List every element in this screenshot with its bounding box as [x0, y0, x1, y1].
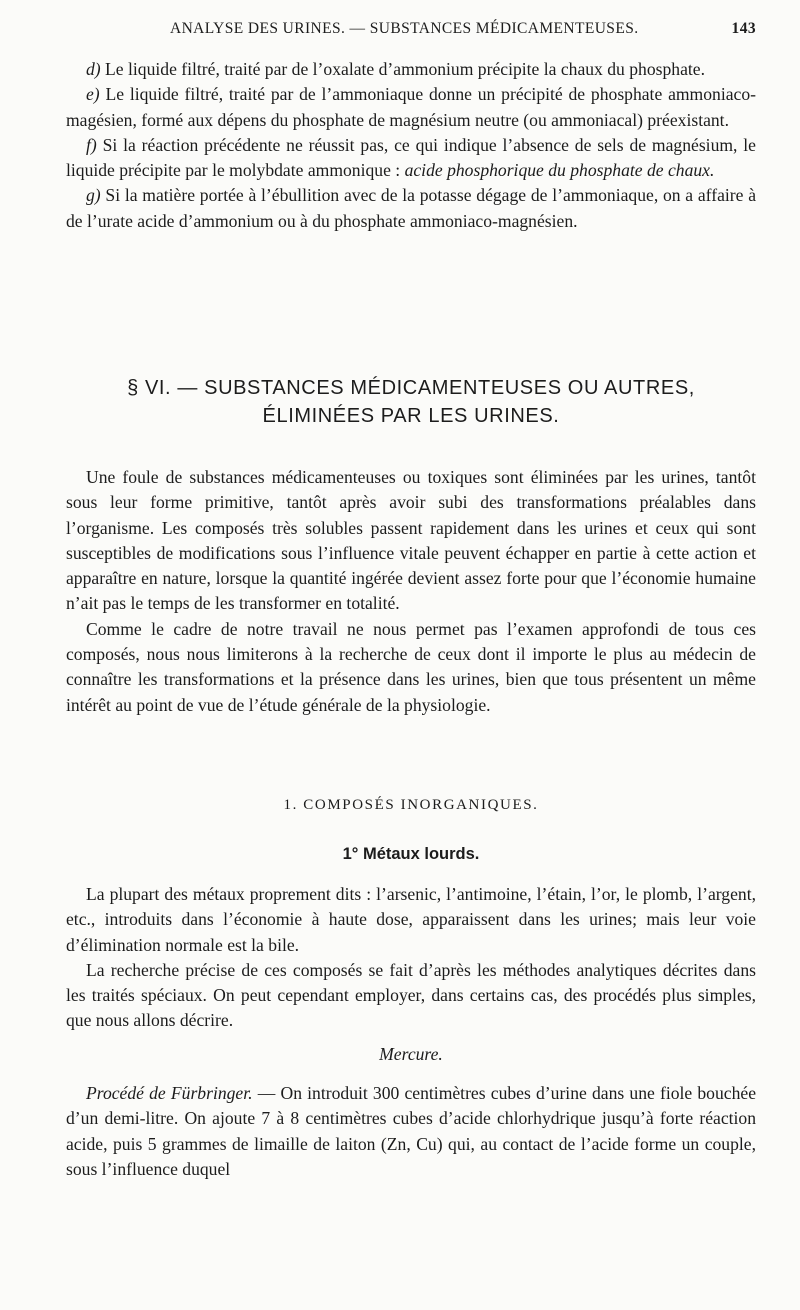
- section-heading-line1: § VI. — SUBSTANCES MÉDICAMENTEUSES OU AUTRES,: [127, 377, 695, 399]
- running-head-title: ANALYSE DES URINES. — SUBSTANCES MÉDICAMENTEUSES.: [170, 20, 639, 37]
- metaux-paragraph-1: La plupart des métaux proprement dits : l’arsenic, l’antimoine, l’étain, l’or, le plomb, l’argent, etc., introduits dans l’économie à haute dose, apparaissent dans les urines; mais leur voie d’élimination normale est la bile.: [66, 884, 756, 955]
- subheading-composes-inorganiques: 1. COMPOSÉS INORGANIQUES.: [283, 797, 539, 813]
- item-f-text: Si la réaction précédente ne réussit pas, ce qui indique l’absence de sels de magnésium, le liquide précipite par le molybdate ammonique :: [66, 134, 756, 181]
- item-d-marker: d): [86, 59, 101, 79]
- item-g-text: Si la matière portée à l’ébullition avec de la potasse dégage de l’ammoniaque, on a affaire à de l’urate acide d’ammonium ou à du phosphate ammoniaco-magnésien.: [66, 185, 756, 231]
- mercure-text: [66, 1081, 756, 1182]
- mercure-lead: Procédé de Fürbringer.: [86, 1083, 253, 1103]
- item-g-marker: g): [86, 185, 101, 206]
- item-d: [66, 57, 756, 82]
- section-heading-line2: ÉLIMINÉES PAR LES URINES.: [262, 405, 560, 427]
- item-d-text: Le liquide filtré, traité par de l’oxalate d’ammonium précipite la chaux du phosphate.: [100, 59, 705, 79]
- item-e-marker: e): [86, 84, 100, 105]
- item-f: [66, 133, 756, 184]
- reaction-list: [66, 57, 756, 234]
- metaux-paragraph-2: La recherche précise de ces composés se fait d’après les méthodes analytiques décrites dans les traités spéciaux. On peut cependant employer, dans certains cas, des procédés plus simples, que nous allons décrire.: [66, 959, 756, 1031]
- item-f-marker: f): [86, 134, 97, 155]
- item-g: [66, 183, 756, 234]
- intro-paragraph-1: Une foule de substances médicamenteuses ou toxiques sont éliminées par les urines, tantôt sous leur forme primitive, tantôt après avoir subi des transformations préalables dans l’organisme. Les composés très solubles passent rapidement dans les urines et ceux qui sont susceptibles de modifications sous l’influence vitale peuvent échapper en partie à cette action et apparaître en nature, lorsque la quantité ingérée devient assez forte pour que l’économie humaine n’ait pas le temps de les transformer en totalité.: [66, 467, 756, 614]
- intro-text: [66, 465, 756, 718]
- mercure-body: — On introduit 300 centimètres cubes d’urine dans une fiole bouchée d’un demi-litre. On ajoute 7 à 8 centimètres cubes d’acide chlorhydrique jusqu’à forte réaction acide, puis 5 grammes de limaille de laiton (Zn, Cu) qui, au contact de l’acide forme un couple, sous l’influence duquel: [66, 1083, 757, 1179]
- metaux-text: [66, 882, 756, 1034]
- mercure-paragraph: [66, 1081, 756, 1182]
- subheading-metaux-lourds: 1° Métaux lourds.: [342, 845, 480, 863]
- subheading-mercure: Mercure.: [379, 1044, 443, 1064]
- running-head: [66, 20, 756, 44]
- item-f-italic: acide phosphorique du phosphate de chaux.: [404, 160, 715, 181]
- page-number: 143: [731, 20, 756, 37]
- intro-paragraph-2: Comme le cadre de notre travail ne nous permet pas l’examen approfondi de tous ces composés, nous nous limiterons à la recherche de ceux dont il importe le plus au médecin de connaître les transformations et la présence dans les urines, bien que tous présentent un même intérêt au point de vue de l’étude générale de la physiologie.: [66, 618, 756, 715]
- item-e: [66, 82, 756, 133]
- item-e-text: Le liquide filtré, traité par de l’ammoniaque donne un précipité de phosphate ammoniaco-magésien, formé aux dépens du phosphate de magnésium neutre (ou ammoniacal) préexistant.: [66, 84, 756, 130]
- section-heading: [66, 374, 756, 430]
